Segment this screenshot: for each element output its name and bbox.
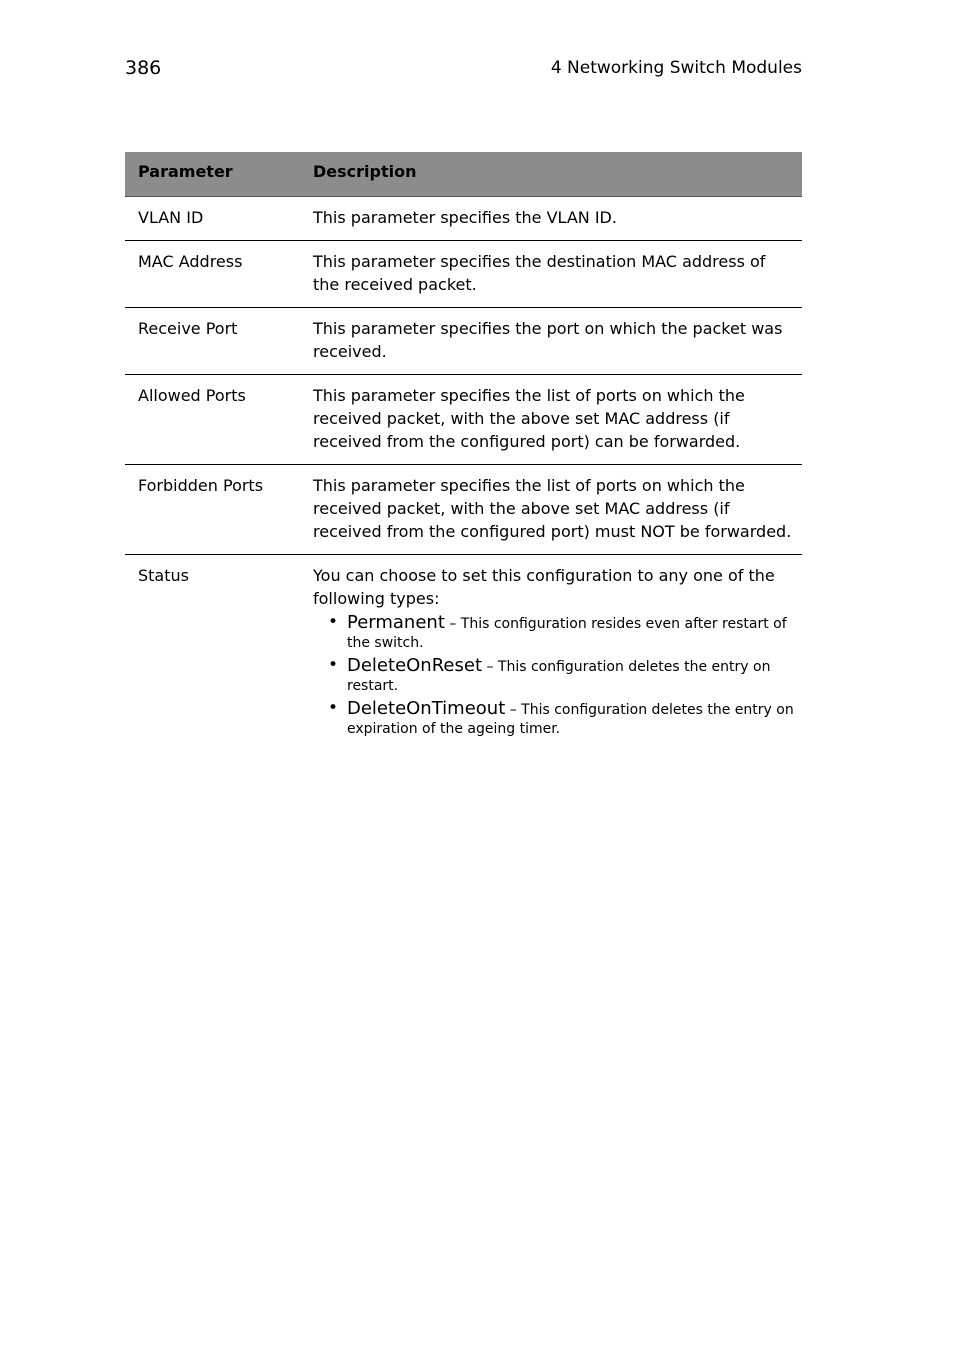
parameter-cell: Allowed Ports xyxy=(138,386,246,405)
status-term-description: – This configuration deletes the entry on restart. xyxy=(347,659,771,694)
description-cell: This parameter specifies the list of ports on which the received packet, with the above set MAC address (if received from the configured port) must NOT be forwarded. xyxy=(313,476,792,541)
page-number: 386 xyxy=(125,57,162,79)
description-cell: This parameter specifies the VLAN ID. xyxy=(313,208,617,227)
parameter-cell: MAC Address xyxy=(138,252,243,271)
parameter-cell: Receive Port xyxy=(138,319,238,338)
table-row-receive-port xyxy=(125,308,802,375)
parameter-table xyxy=(125,152,802,752)
description-cell: This parameter specifies the list of ports on which the received packet, with the above set MAC address (if received from the configured port) can be forwarded. xyxy=(313,386,745,451)
status-intro: You can choose to set this configuration to any one of the following types: xyxy=(313,566,775,608)
table-row-vlan-id xyxy=(125,197,802,241)
chapter-title: 4 Networking Switch Modules xyxy=(550,58,802,78)
status-term: Permanent xyxy=(347,612,445,633)
list-item-delete-on-reset xyxy=(328,655,794,696)
list-item-delete-on-timeout xyxy=(328,698,794,739)
status-type-list xyxy=(313,612,794,739)
description-cell: This parameter specifies the port on which the packet was received. xyxy=(313,319,783,361)
list-item-permanent xyxy=(328,612,794,653)
description-cell: This parameter specifies the destination MAC address of the received packet. xyxy=(313,252,766,294)
table-row-mac-address xyxy=(125,241,802,308)
table-row-status xyxy=(125,555,802,752)
status-term: DeleteOnTimeout xyxy=(347,698,506,719)
column-header-description: Description xyxy=(313,162,417,181)
parameter-cell: Status xyxy=(138,566,189,585)
parameter-cell: Forbidden Ports xyxy=(138,476,264,495)
table-header xyxy=(125,152,802,197)
status-term: DeleteOnReset xyxy=(347,655,482,676)
column-header-parameter: Parameter xyxy=(138,162,233,181)
bullet-icon: • xyxy=(328,612,339,632)
status-term-description: – This configuration resides even after restart of the switch. xyxy=(347,616,787,651)
parameter-cell: VLAN ID xyxy=(138,208,204,227)
bullet-icon: • xyxy=(328,655,339,675)
status-term-description: – This configuration deletes the entry on expiration of the ageing timer. xyxy=(347,702,794,737)
description-cell xyxy=(313,564,802,741)
table-row-allowed-ports xyxy=(125,375,802,465)
table-row-forbidden-ports xyxy=(125,465,802,555)
bullet-icon: • xyxy=(328,698,339,718)
